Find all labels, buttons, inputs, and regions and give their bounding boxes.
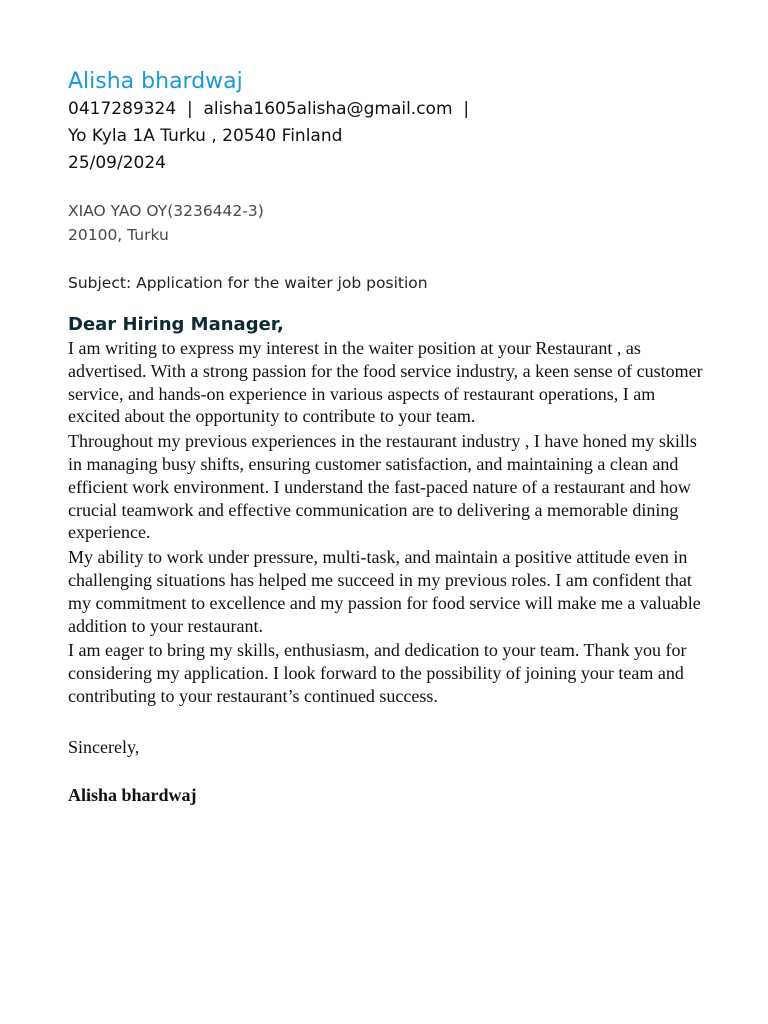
sender-address: Yo Kyla 1A Turku , 20540 Finland bbox=[68, 126, 343, 146]
signature-name: Alisha bhardwaj bbox=[68, 784, 197, 805]
recipient-company: XIAO YAO OY(3236442-3) bbox=[68, 202, 264, 220]
body-paragraph: Throughout my previous experiences in the restaurant industry , I have honed my skills in managing busy shifts, ensuring customer satisfaction, and maintaining a clean and efficient work environment. I understand the fast-paced nature of a restaurant and how crucial teamwork and effective communication are to delivering a memorable dining experience. bbox=[68, 431, 697, 543]
body-paragraph: I am eager to bring my skills, enthusiasm, and dedication to your team. Thank you for considering my application. I look forward to the possibility of joining your team and contributing to your restaurant’s continued success. bbox=[68, 640, 687, 706]
letter-body bbox=[68, 337, 708, 708]
sender-name: Alisha bhardwaj bbox=[68, 69, 243, 94]
recipient-address: 20100, Turku bbox=[68, 226, 169, 244]
sender-contact-line: 0417289324 | alisha1605alisha@gmail.com | bbox=[68, 99, 470, 119]
recipient-block bbox=[68, 199, 708, 247]
body-paragraph: I am writing to express my interest in the waiter position at your Restaurant , as advertised. With a strong passion for the food service industry, a keen sense of customer service, and hands-on experience in various aspects of restaurant operations, I am excited about the opportunity to contribute to your team. bbox=[68, 338, 703, 427]
closing: Sincerely, bbox=[68, 736, 140, 757]
sender-block bbox=[68, 68, 708, 177]
salutation: Dear Hiring Manager, bbox=[68, 314, 284, 335]
body-paragraph: My ability to work under pressure, multi-task, and maintain a positive attitude even in challenging situations has helped me succeed in my previous roles. I am confident that my commitment to excellence and my passion for food service will make me a valuable addition to your restaurant. bbox=[68, 547, 701, 636]
letter-date: 25/09/2024 bbox=[68, 153, 166, 173]
cover-letter bbox=[68, 68, 708, 806]
subject-line: Subject: Application for the waiter job position bbox=[68, 274, 428, 292]
